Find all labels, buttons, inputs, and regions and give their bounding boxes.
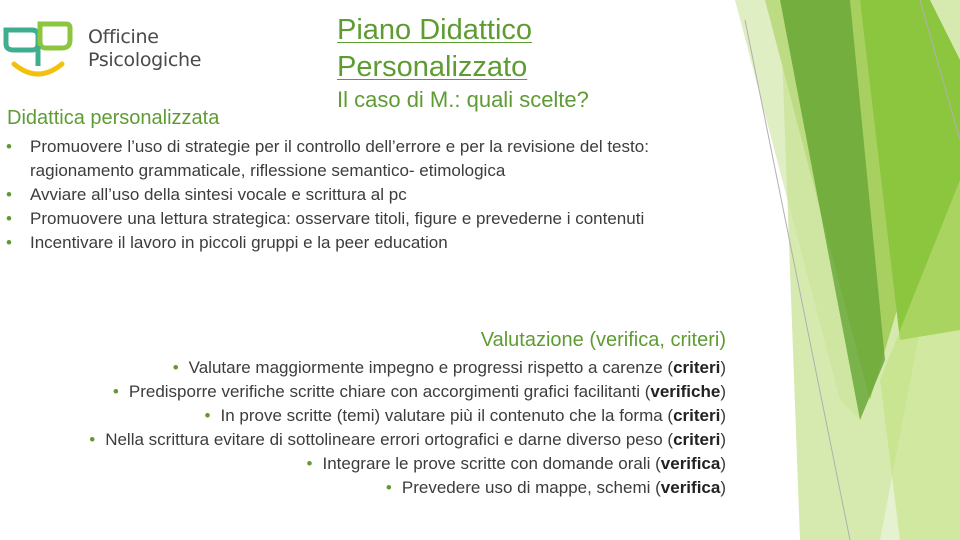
list-item: • Predisporre verifiche scritte chiare con accorgimenti grafici facilitanti (verifiche) <box>112 382 726 401</box>
title-line-2: Personalizzato <box>337 51 528 83</box>
leaf-logo-icon <box>2 18 74 80</box>
page-title[interactable] <box>337 12 532 86</box>
list-item: • In prove scritte (temi) valutare più il contenuto che la forma (criteri) <box>204 406 726 425</box>
list-item: • Nella scrittura evitare di sottolineare errori ortografici e darne diverso peso (criteri) <box>89 430 726 449</box>
evaluation-list <box>40 356 726 500</box>
strategies-list <box>6 135 706 255</box>
brand-line-2: Psicologiche <box>88 49 202 71</box>
list-item: • Avviare all’uso della sintesi vocale e scrittura al pc <box>6 183 706 207</box>
brand-name <box>88 26 201 72</box>
list-item: • Integrare le prove scritte con domande orali (verifica) <box>306 454 726 473</box>
title-line-1: Piano Didattico <box>337 14 533 46</box>
list-item: • Prevedere uso di mappe, schemi (verifica) <box>385 478 726 497</box>
section-subtitle: Didattica personalizzata <box>7 107 220 129</box>
evaluation-heading: Valutazione (verifica, criteri) <box>480 329 726 351</box>
brand-line-1: Officine <box>88 26 159 48</box>
list-item: • Valutare maggiormente impegno e progressi rispetto a carenze (criteri) <box>172 358 726 377</box>
list-item: • Promuovere l’uso di strategie per il controllo dell’errore e per la revisione del testo: ragionamento grammaticale, riflessione semantico- etimologica <box>6 135 706 183</box>
case-heading: Il caso di M.: quali scelte? <box>337 87 589 112</box>
list-item: • Incentivare il lavoro in piccoli gruppi e la peer education <box>6 231 706 255</box>
list-item: • Promuovere una lettura strategica: osservare titoli, figure e prevederne i contenuti <box>6 207 706 231</box>
